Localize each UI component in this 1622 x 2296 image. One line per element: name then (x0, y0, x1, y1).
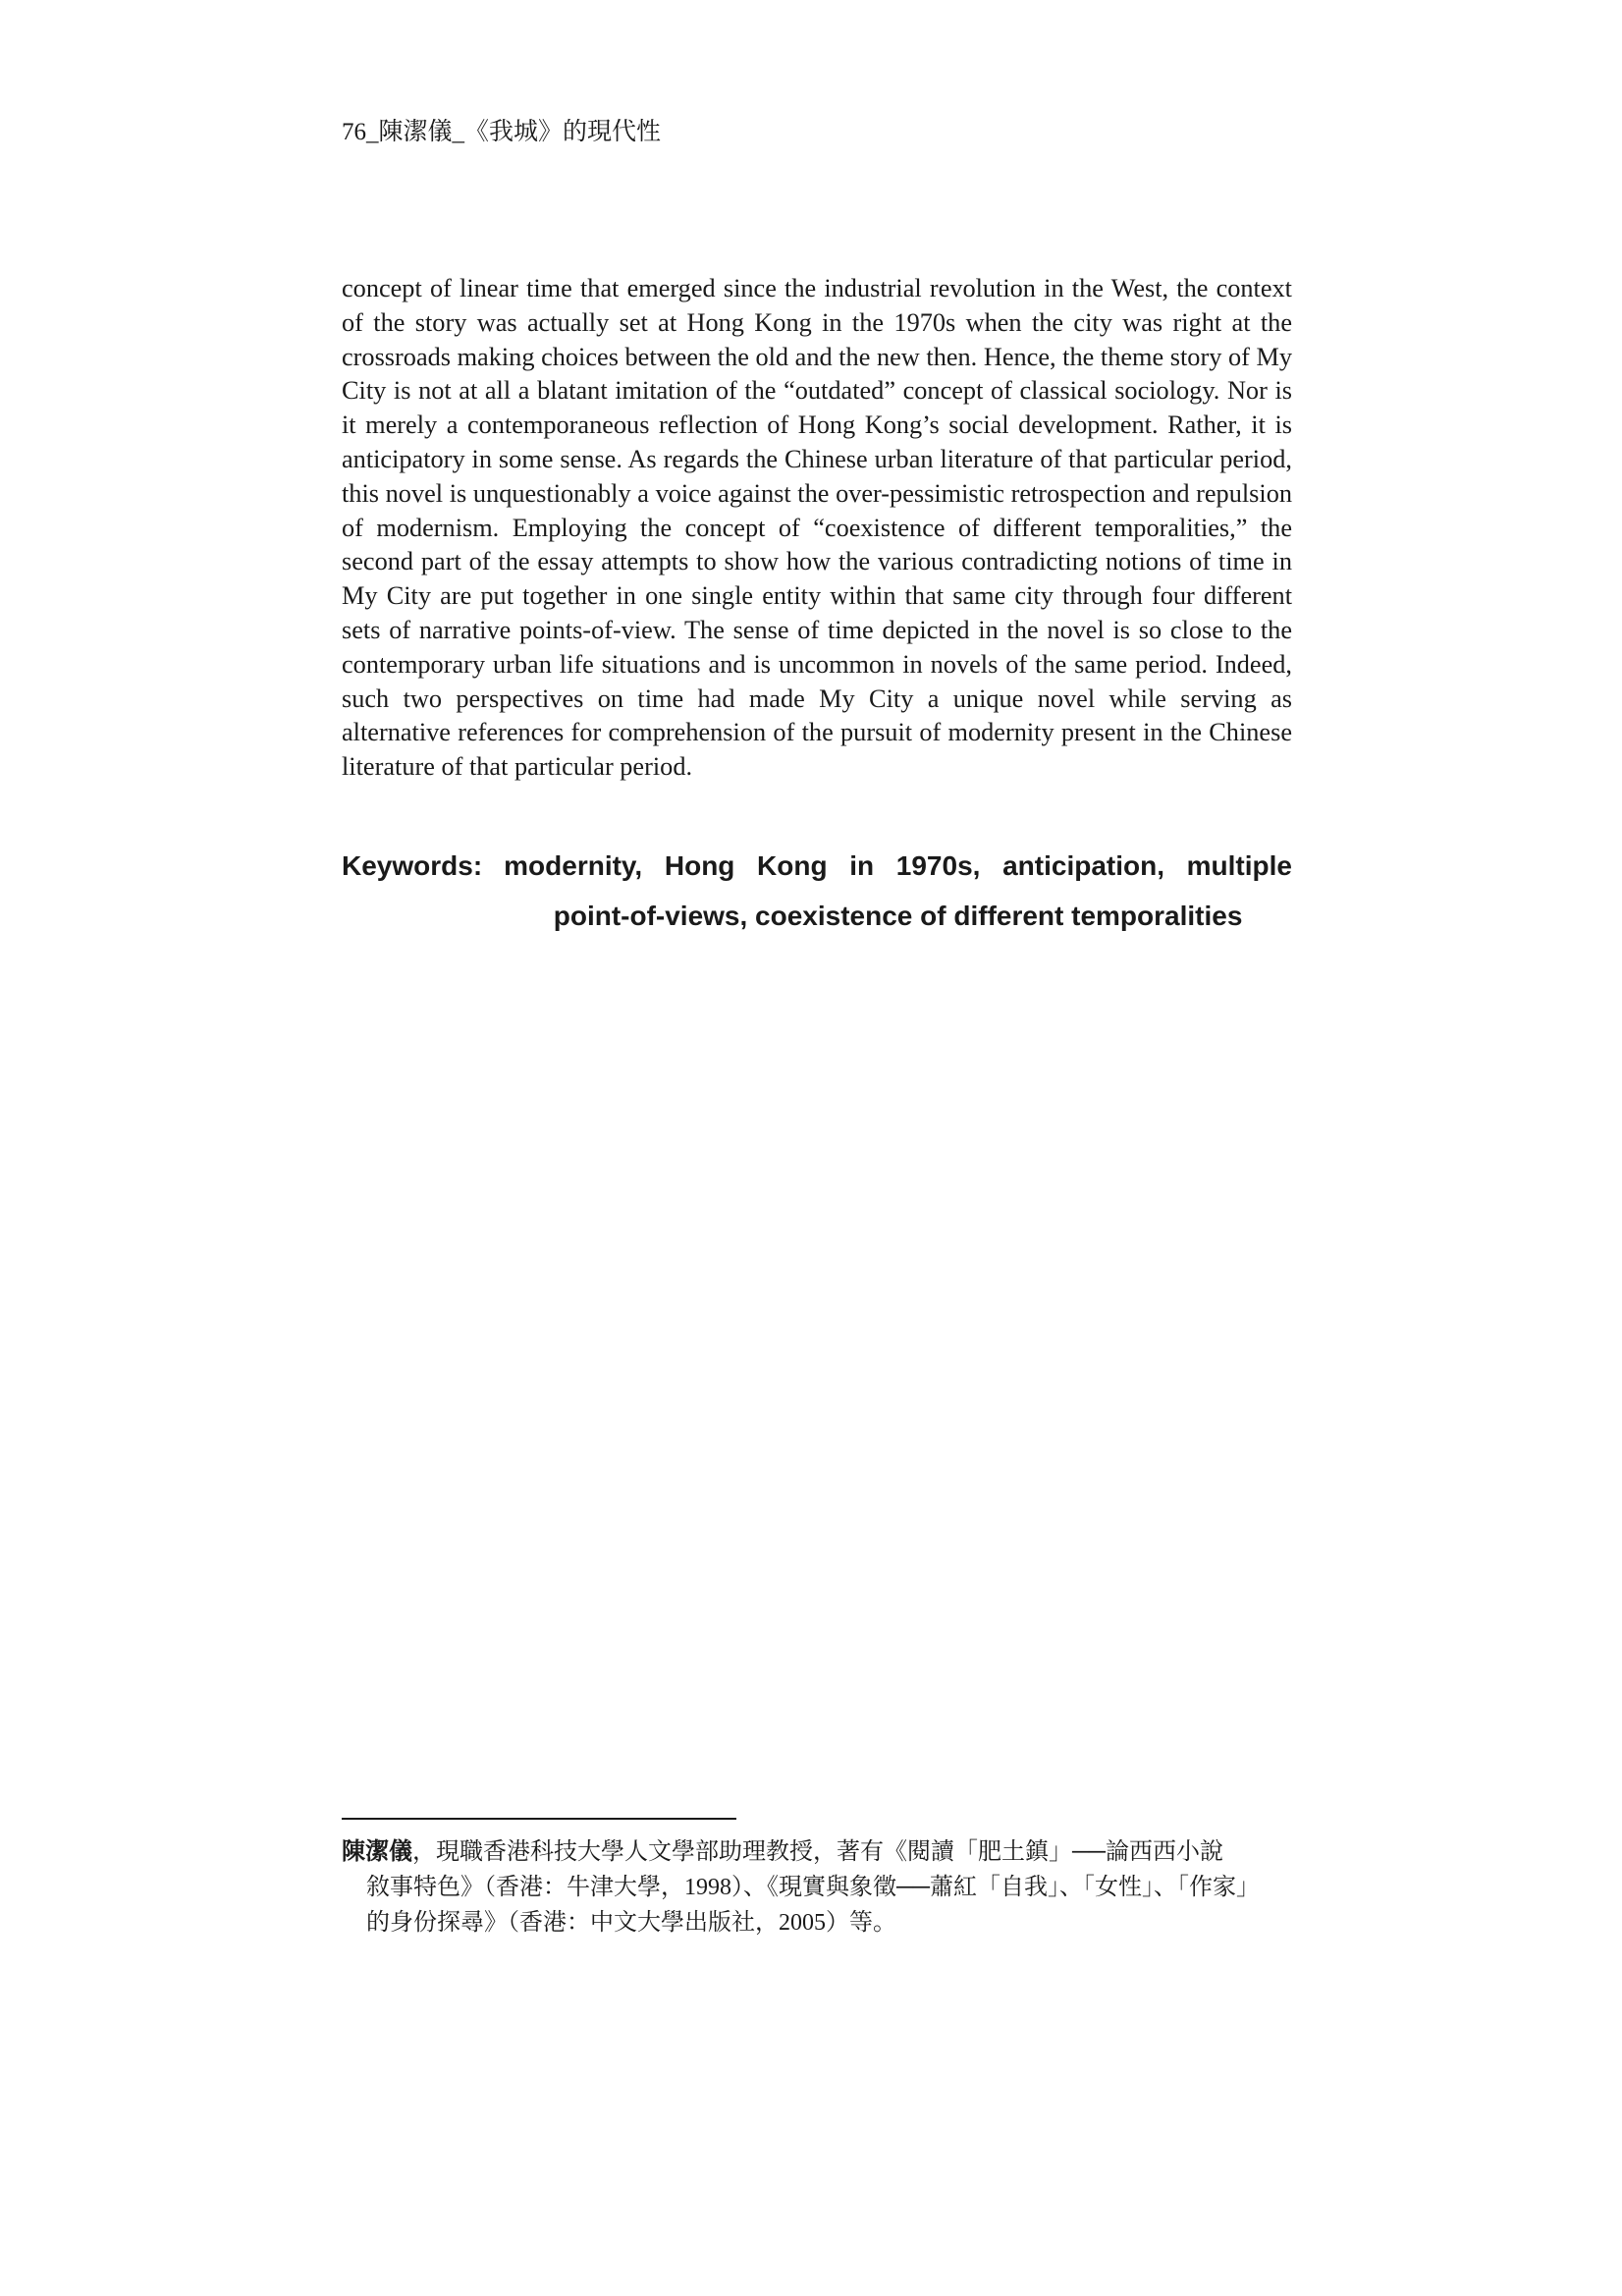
footnote-line-1-text: ，現職香港科技大學人文學部助理教授，著有《閱讀「肥土鎮」──論西西小說 (412, 1839, 1224, 1865)
abstract-paragraph: concept of linear time that emerged since the industrial revolution in the West, the context of the story was actually set at Hong Kong in the 1970s when the city was right at the crossroads making choices between the old and the new then. Hence, the theme story of My City is not at all a blatant imitation of the “outdated” concept of classical sociology. Nor is it merely a contemporaneous reflection of Hong Kong’s social development. Rather, it is anticipatory in some sense. As regards the Chinese urban literature of that particular period, this novel is unquestionably a voice against the over-pessimistic retrospection and repulsion of modernism. Employing the concept of “coexistence of different temporalities,” the second part of the essay attempts to show how the various contradicting notions of time in My City are put together in one single entity within that same city through four different sets of narrative points-of-view. The sense of time depicted in the novel is so close to the contemporary urban life situations and is uncommon in novels of the same period. Indeed, such two perspectives on time had made My City a unique novel while serving as alternative references for comprehension of the pursuit of modernity present in the Chinese literature of that particular period. (342, 274, 1292, 782)
footnote-line-1 (342, 1834, 1299, 1870)
keywords-line-2: point-of-views, coexistence of different temporalities (553, 901, 1243, 931)
footnote-line-2: 敘事特色》（香港：牛津大學，1998）、《現實與象徵──蕭紅「自我」、「女性」、「作家」 (366, 1875, 1261, 1900)
footnote-line-3: 的身份探尋》（香港：中文大學出版社，2005）等。 (366, 1910, 896, 1936)
keywords-block (342, 841, 1292, 941)
keywords-list (504, 841, 1292, 941)
keywords-line-1: modernity, Hong Kong in 1970s, anticipation, multiple (504, 850, 1292, 881)
footnote-author-name: 陳潔儀 (342, 1839, 412, 1865)
author-footnote (342, 1834, 1299, 1941)
footnote-divider (342, 1818, 736, 1820)
running-header: 76_陳潔儀_《我城》的現代性 (342, 119, 662, 145)
keywords-label: Keywords: (342, 850, 483, 881)
